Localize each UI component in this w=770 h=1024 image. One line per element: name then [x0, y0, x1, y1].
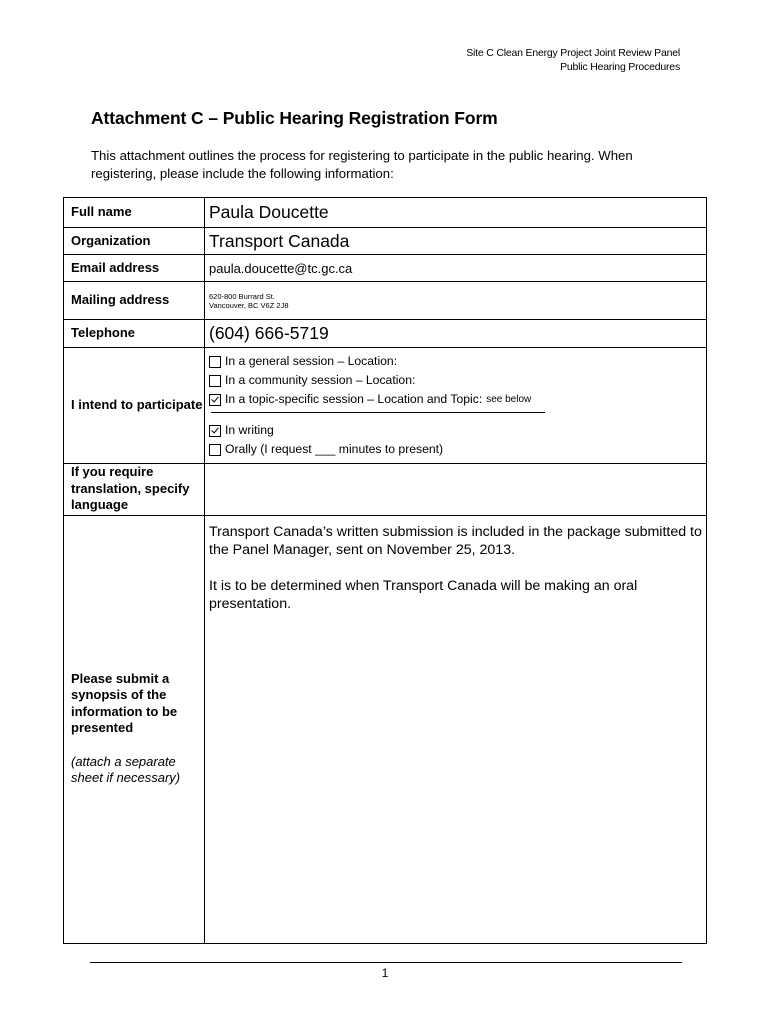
row-full-name: [64, 198, 707, 228]
option-note: see below: [486, 394, 532, 405]
email-value[interactable]: paula.doucette@tc.gc.ca: [205, 255, 707, 282]
synopsis-label-cell: [64, 515, 205, 943]
checkbox-icon[interactable]: [209, 375, 221, 387]
row-email: [64, 255, 707, 282]
translation-value[interactable]: [205, 464, 707, 516]
option-in-writing[interactable]: [209, 421, 706, 440]
option-label: In writing: [225, 423, 274, 437]
telephone-value[interactable]: (604) 666-5719: [205, 320, 707, 348]
option-label: In a community session – Location:: [225, 373, 416, 387]
synopsis-note: (attach a separate sheet if necessary): [71, 753, 181, 785]
checkbox-icon[interactable]: [209, 356, 221, 368]
organization-label: Organization: [64, 228, 205, 255]
option-label: Orally (I request ___ minutes to present): [225, 442, 444, 456]
page-number: 1: [381, 966, 389, 980]
option-general-session[interactable]: [209, 352, 706, 371]
row-mailing: [64, 282, 707, 320]
header-line-2: Public Hearing Procedures: [560, 61, 680, 73]
row-synopsis: [64, 515, 707, 943]
full-name-label: Full name: [64, 198, 205, 228]
intend-options: [205, 348, 707, 464]
option-orally[interactable]: [209, 440, 706, 459]
option-topic-session[interactable]: [209, 390, 706, 409]
mailing-value[interactable]: [205, 282, 707, 320]
form-title: Attachment C – Public Hearing Registration Form: [91, 108, 498, 128]
footer-divider: [90, 962, 682, 963]
option-community-session[interactable]: [209, 371, 706, 390]
checked-checkbox-icon[interactable]: [209, 394, 221, 406]
running-header: [466, 46, 680, 74]
option-label: In a topic-specific session – Location and Topic:: [225, 392, 483, 406]
row-intend: [64, 348, 707, 464]
telephone-label: Telephone: [64, 320, 205, 348]
intro-paragraph: This attachment outlines the process for registering to participate in the public hearing. When registering, please include the following information:: [91, 148, 633, 181]
row-telephone: [64, 320, 707, 348]
synopsis-paragraph-1: Transport Canada’s written submission is included in the package submitted to the Panel Manager, sent on November 25, 2013.: [209, 523, 702, 558]
option-label: In a general session – Location:: [225, 354, 398, 368]
mailing-line-1: 620-800 Burrard St.: [209, 291, 275, 301]
mailing-line-2: Vancouver, BC V6Z 2J8: [209, 300, 289, 310]
registration-form-table: [63, 197, 707, 944]
synopsis-label: Please submit a synopsis of the information to be presented: [71, 670, 178, 735]
topic-underline: [211, 412, 545, 413]
translation-label: If you require translation, specify language: [64, 464, 205, 516]
intend-label: I intend to participate: [64, 348, 205, 464]
checked-checkbox-icon[interactable]: [209, 425, 221, 437]
email-label: Email address: [64, 255, 205, 282]
row-translation: [64, 464, 707, 516]
checkbox-icon[interactable]: [209, 444, 221, 456]
synopsis-paragraph-2: It is to be determined when Transport Canada will be making an oral presentation.: [209, 577, 638, 612]
full-name-value[interactable]: Paula Doucette: [205, 198, 707, 228]
mailing-label: Mailing address: [64, 282, 205, 320]
synopsis-value[interactable]: [205, 515, 707, 943]
header-line-1: Site C Clean Energy Project Joint Review Panel: [466, 47, 680, 59]
organization-value[interactable]: Transport Canada: [205, 228, 707, 255]
row-organization: [64, 228, 707, 255]
